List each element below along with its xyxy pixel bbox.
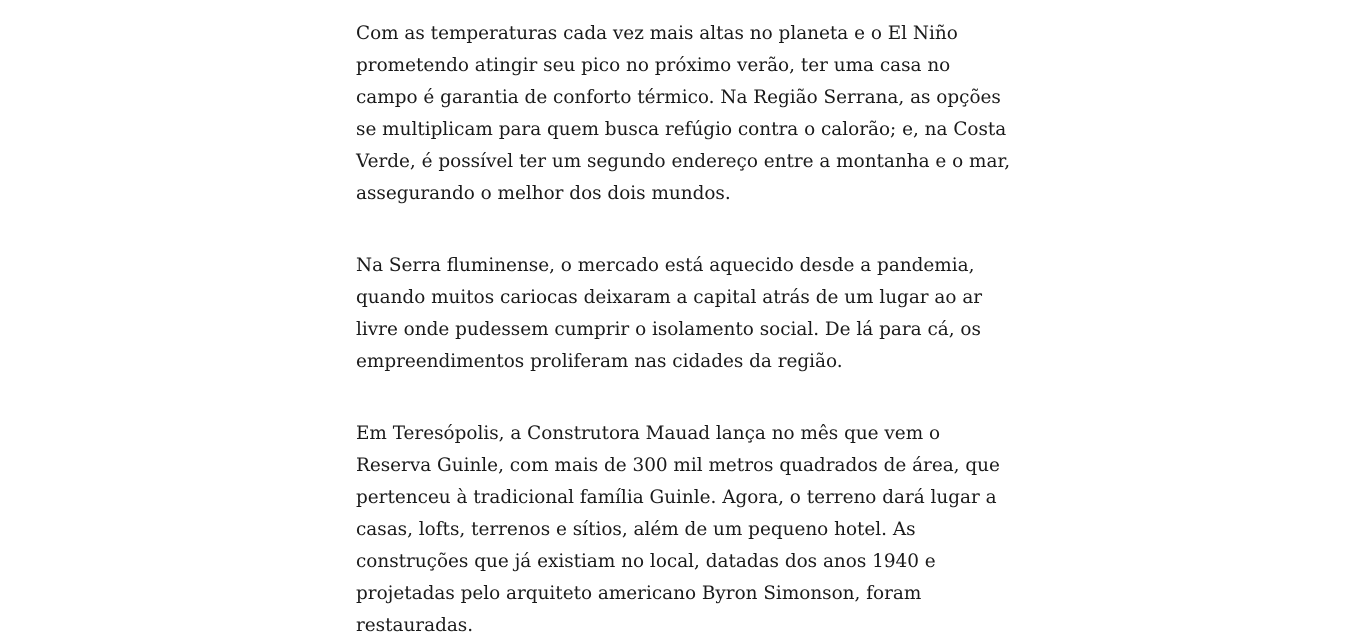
article-body <box>356 18 1016 642</box>
article-paragraph-3: Em Teresópolis, a Construtora Mauad lança no mês que vem o Reserva Guinle, com mais de 300 mil metros quadrados de área, que pertenceu à tradicional família Guinle. Agora, o terreno dará lugar a casas, lofts, terrenos e sítios, além de um pequeno hotel. As construções que já existiam no local, datadas dos anos 1940 e projetadas pelo arquiteto americano Byron Simonson, foram restauradas. <box>356 423 1000 636</box>
article-paragraph-2: Na Serra fluminense, o mercado está aquecido desde a pandemia, quando muitos cariocas deixaram a capital atrás de um lugar ao ar livre onde pudessem cumprir o isolamento social. De lá para cá, os empreendimentos proliferam nas cidades da região. <box>356 255 983 372</box>
article-paragraph-1: Com as temperaturas cada vez mais altas no planeta e o El Niño prometendo atingir seu pico no próximo verão, ter uma casa no campo é garantia de conforto térmico. Na Região Serrana, as opções se multiplicam para quem busca refúgio contra o calorão; e, na Costa Verde, é possível ter um segundo endereço entre a montanha e o mar, assegurando o melhor dos dois mundos. <box>356 23 1011 204</box>
